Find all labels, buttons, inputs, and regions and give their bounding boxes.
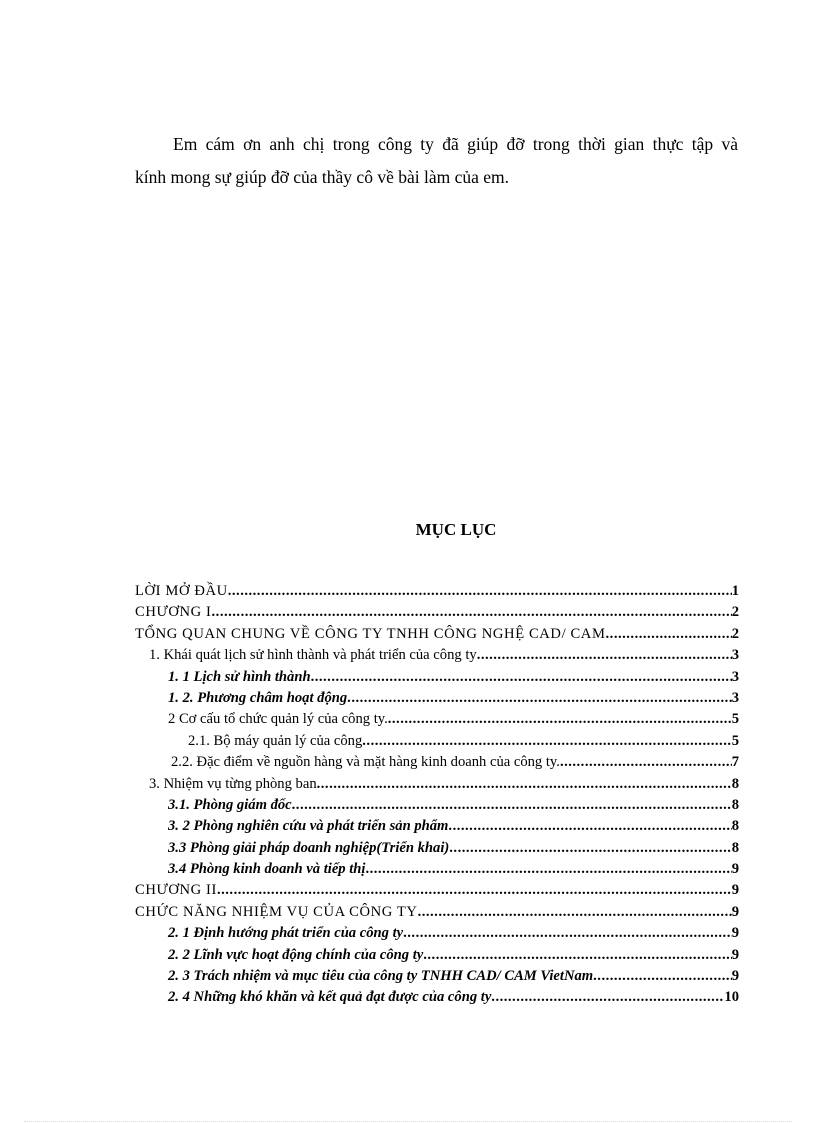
intro-paragraph (135, 128, 738, 194)
toc-entry-page-number: 8 (731, 818, 739, 835)
toc-entry-page-number: 8 (731, 839, 739, 856)
toc-entry-page-number: 3 (731, 689, 739, 706)
toc-entry[interactable] (135, 880, 739, 901)
toc-entry[interactable] (135, 987, 739, 1008)
toc-entry-label: 2.2. Đặc điểm về nguồn hàng và mặt hàng kinh doanh của công ty. (171, 754, 560, 771)
toc-leader-dots (477, 645, 732, 666)
toc-leader-dots (403, 923, 732, 944)
toc-entry-page-number: 2 (731, 625, 739, 642)
toc-entry-page-number: 9 (731, 861, 739, 878)
toc-entry-page-number: 8 (731, 775, 739, 792)
toc-entry[interactable] (135, 581, 739, 602)
toc-entry[interactable] (135, 602, 739, 623)
toc-entry-label: 1. 2. Phương châm hoạt động (168, 689, 348, 706)
toc-leader-dots (362, 731, 731, 752)
toc-entry-label: 3.1. Phòng giám đốc (168, 796, 292, 813)
toc-leader-dots (317, 774, 732, 795)
toc-entry[interactable] (135, 624, 739, 645)
toc-entry[interactable] (135, 688, 739, 709)
table-of-contents (135, 581, 739, 1009)
toc-entry[interactable] (135, 923, 739, 944)
toc-entry[interactable] (135, 816, 739, 837)
intro-line-2: kính mong sự giúp đỡ của thầy cô về bài làm của em. (135, 167, 509, 187)
toc-leader-dots (491, 987, 724, 1008)
toc-entry-page-number: 5 (731, 732, 739, 749)
toc-leader-dots (448, 816, 731, 837)
toc-entry-page-number: 9 (731, 968, 739, 985)
toc-entry[interactable] (135, 709, 739, 730)
toc-entry[interactable] (135, 945, 739, 966)
toc-leader-dots (217, 880, 732, 901)
toc-leader-dots (418, 902, 732, 923)
toc-entry[interactable] (135, 966, 739, 987)
toc-entry-label: CHƯƠNG II (135, 882, 217, 899)
toc-entry-page-number: 7 (731, 754, 739, 771)
toc-leader-dots (449, 838, 731, 859)
toc-entry-page-number: 2 (731, 604, 739, 621)
toc-title: MỤC LỤC (415, 520, 497, 539)
toc-entry-label: 3. Nhiệm vụ từng phòng ban (149, 775, 317, 792)
toc-entry-page-number: 8 (731, 796, 739, 813)
toc-entry-label: 2 Cơ cấu tổ chức quản lý của công ty. (168, 711, 388, 728)
toc-leader-dots (347, 688, 732, 709)
toc-entry[interactable] (135, 838, 739, 859)
toc-entry-page-number: 9 (731, 903, 739, 920)
toc-entry[interactable] (135, 795, 739, 816)
toc-leader-dots (593, 966, 732, 987)
toc-leader-dots (560, 752, 732, 773)
toc-entry-page-number: 3 (731, 668, 739, 685)
toc-entry-label: 1. 1 Lịch sử hình thành (168, 668, 311, 685)
toc-entry-label: CHƯƠNG I (135, 604, 212, 621)
toc-entry-label: LỜI MỞ ĐẦU (135, 583, 228, 599)
toc-entry[interactable] (135, 645, 739, 666)
toc-entry-page-number: 5 (731, 711, 739, 728)
toc-leader-dots (388, 709, 732, 730)
toc-entry-page-number: 3 (731, 647, 739, 664)
toc-entry[interactable] (135, 902, 739, 923)
toc-entry-page-number: 1 (731, 583, 739, 599)
toc-leader-dots (212, 602, 732, 623)
toc-entry-label: 3. 2 Phòng nghiên cứu và phát triển sản phẩm (168, 818, 449, 835)
toc-leader-dots (423, 945, 731, 966)
toc-entry-label: CHỨC NĂNG NHIỆM VỤ CỦA CÔNG TY (135, 903, 418, 920)
page-bottom-divider (24, 1121, 792, 1122)
toc-leader-dots (311, 667, 732, 688)
toc-leader-dots (228, 581, 732, 602)
toc-entry-label: 3.4 Phòng kinh doanh và tiếp thị (168, 861, 366, 878)
toc-entry-label: 1. Khái quát lịch sử hình thành và phát triển của công ty (149, 647, 477, 664)
toc-leader-dots (365, 859, 731, 880)
intro-line-1: Em cám ơn anh chị trong công ty đã giúp đỡ trong thời gian thực tập và (173, 134, 738, 154)
toc-entry-page-number: 9 (731, 882, 739, 899)
toc-entry-label: 2. 4 Những khó khăn và kết quả đạt được của công ty (168, 989, 492, 1006)
toc-entry[interactable] (135, 731, 739, 752)
toc-leader-dots (292, 795, 732, 816)
toc-entry-label: 2. 2 Lĩnh vực hoạt động chính của công ty (168, 946, 424, 963)
toc-entry-label: TỔNG QUAN CHUNG VỀ CÔNG TY TNHH CÔNG NGHỆ CAD/ CAM (135, 625, 606, 642)
toc-entry[interactable] (135, 752, 739, 773)
toc-entry-page-number: 10 (724, 989, 739, 1006)
toc-entry-page-number: 9 (731, 925, 739, 942)
toc-entry-label: 2. 1 Định hướng phát triển của công ty (168, 925, 404, 942)
toc-entry-label: 2. 3 Trách nhiệm và mục tiêu của công ty TNHH CAD/ CAM VietNam (168, 968, 594, 985)
toc-entry[interactable] (135, 774, 739, 795)
toc-entry[interactable] (135, 667, 739, 688)
toc-entry-page-number: 9 (731, 946, 739, 963)
toc-entry[interactable] (135, 859, 739, 880)
toc-entry-label: 2.1. Bộ máy quản lý của công (188, 732, 363, 749)
toc-leader-dots (606, 624, 732, 645)
toc-entry-label: 3.3 Phòng giải pháp doanh nghiệp(Triển khai) (168, 839, 450, 856)
